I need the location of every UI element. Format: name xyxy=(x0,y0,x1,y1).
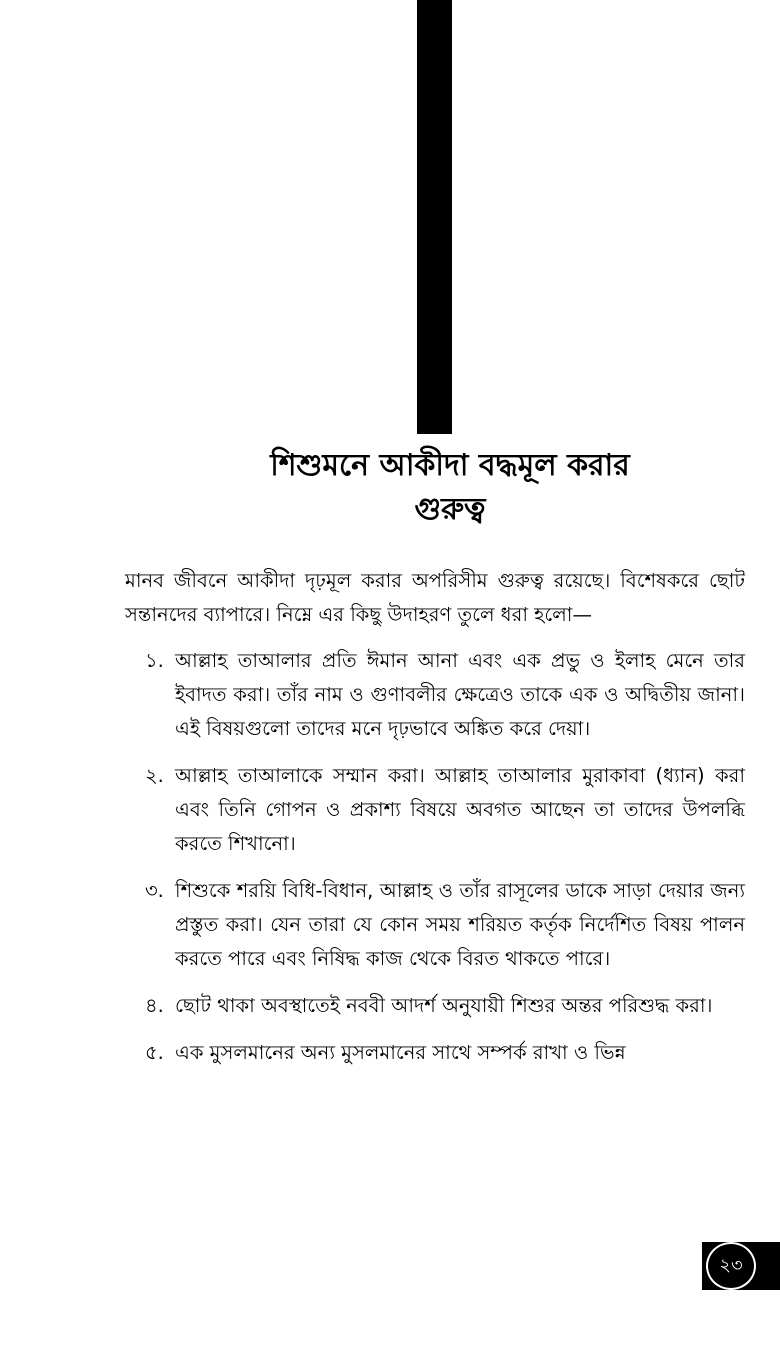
list-item-text: ছোট থাকা অবস্থাতেই নববী আদর্শ অনুযায়ী শিশুর অন্তর পরিশুদ্ধ করা। xyxy=(175,994,713,1017)
list-item xyxy=(125,759,745,861)
list-item-text: আল্লাহ তাআলার প্রতি ঈমান আনা এবং এক প্রভু ও ইলাহ মেনে তার ইবাদত করা। তাঁর নাম ও গুণাবলীর ক্ষেত্রেও তাকে এক ও অদ্বিতীয় জানা। এই বিষয়গুলো তাদের মনে দৃঢ়ভাবে অঙ্কিত করে দেয়া। xyxy=(175,649,745,740)
chapter-title-line-1: শিশুমনে আকীদা বদ্ধমূল করার xyxy=(270,448,630,483)
chapter-title xyxy=(140,444,760,532)
numbered-list xyxy=(125,644,745,1083)
list-item xyxy=(125,874,745,976)
list-item-number: ৪. xyxy=(145,994,164,1017)
list-item xyxy=(125,644,745,746)
decorative-vertical-bar xyxy=(417,0,452,434)
chapter-title-line-2: গুরুত্ব xyxy=(414,492,486,527)
list-item-number: ১. xyxy=(145,649,164,672)
list-item xyxy=(125,989,745,1023)
list-item-number: ৩. xyxy=(145,879,164,902)
intro-paragraph: মানব জীবনে আকীদা দৃঢ়মূল করার অপরিসীম গুরুত্ব রয়েছে। বিশেষকরে ছোট সন্তানদের ব্যাপারে। নিম্নে এর কিছু উদাহরণ তুলে ধরা হলো— xyxy=(125,569,745,626)
list-item xyxy=(125,1036,745,1070)
list-item-text: আল্লাহ তাআলাকে সম্মান করা। আল্লাহ তাআলার মুরাকাবা (ধ্যান) করা এবং তিনি গোপন ও প্রকাশ্য বিষয়ে অবগত আছেন তা তাদের উপলব্ধি করতে শিখানো। xyxy=(175,764,745,855)
list-item-number: ৫. xyxy=(145,1041,164,1064)
list-item-text: এক মুসলমানের অন্য মুসলমানের সাথে সম্পর্ক রাখা ও ভিন্ন xyxy=(175,1041,626,1064)
list-item-text: শিশুকে শরয়ি বিধি-বিধান, আল্লাহ ও তাঁর রাসূলের ডাকে সাড়া দেয়ার জন্য প্রস্তুত করা। যেন তারা যে কোন সময় শরিয়ত কর্তৃক নির্দেশিত বিষয় পালন করতে পারে এবং নিষিদ্ধ কাজ থেকে বিরত থাকতে পারে। xyxy=(175,879,745,970)
page-number: ২৩ xyxy=(706,1242,756,1290)
list-item-number: ২. xyxy=(145,764,164,787)
